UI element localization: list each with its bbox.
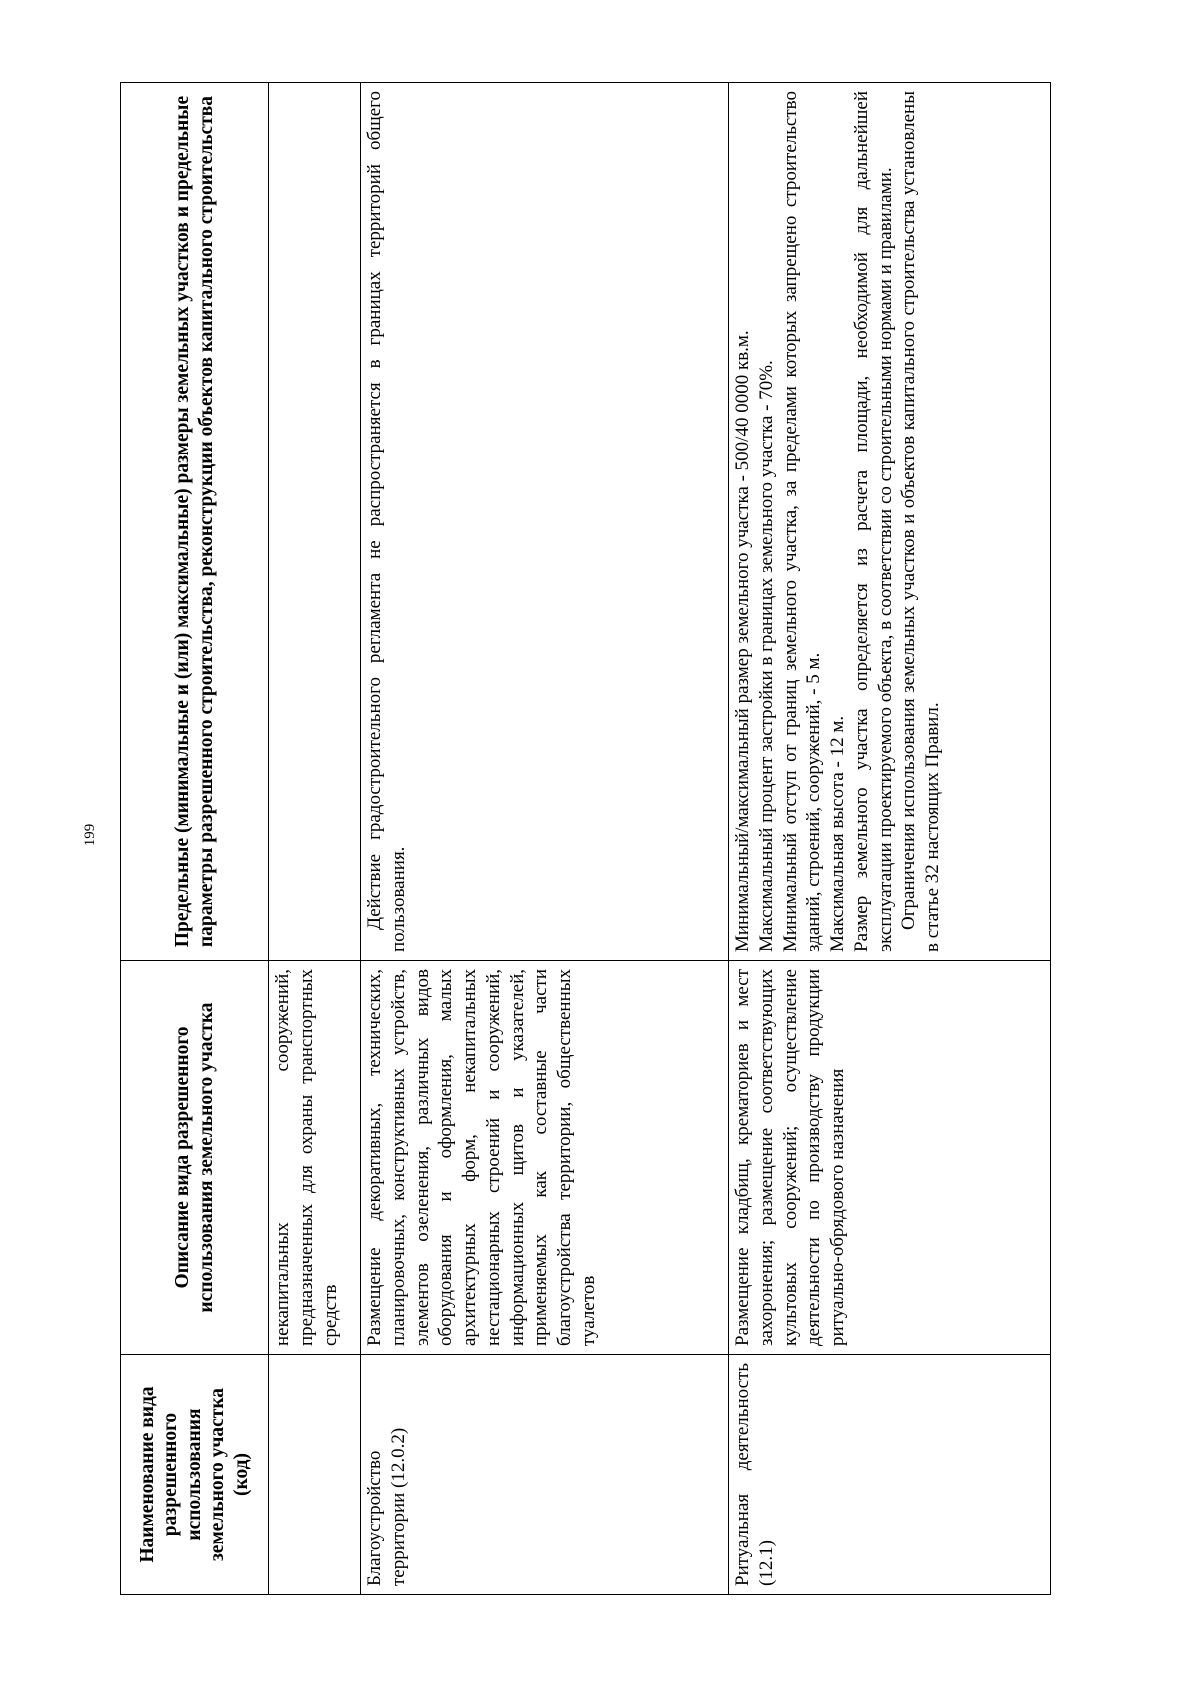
row-description: Размещение декоративных, технических, планировочных, конструктивных устройств, элементов озеленения, различных видов оборудования и оформления, малых архитектурных форм, некапитальных нестационарных строений и сооружений, информационных щитов и указателей, применяемых как составные части благоустройства территории, общественных туалетов bbox=[361, 961, 729, 1355]
row-name: Ритуальная деятельность (12.1) bbox=[729, 1355, 1051, 1595]
row-name: Благоустройство территории (12.0.2) bbox=[361, 1355, 729, 1595]
land-use-table bbox=[120, 82, 1051, 1595]
param-text: Минимальный отступ от границ земельного участка, за пределами которых запрещено строительство зданий, строений, сооружений, - 5 м. bbox=[779, 91, 825, 952]
row-description: некапитальных сооружений, предназначенных для охраны транспортных средств bbox=[269, 961, 361, 1355]
row-params bbox=[729, 83, 1051, 961]
table-row bbox=[269, 83, 361, 1595]
table-row bbox=[729, 83, 1051, 1595]
row-description: Размещение кладбищ, крематориев и мест захоронения; размещение соответствующих культовых сооружений; осуществление деятельности по производству продукции ритуально-обрядового назначения bbox=[729, 961, 1051, 1355]
page-number: 199 bbox=[82, 823, 98, 847]
param-text: Максимальная высота - 12 м. bbox=[827, 715, 848, 952]
row-params bbox=[361, 83, 729, 961]
rotated-table-container bbox=[120, 83, 1050, 1595]
row-params bbox=[269, 83, 361, 961]
table-row bbox=[361, 83, 729, 1595]
header-params: Предельные (минимальные и (или) максимальные) размеры земельных участков и предельные параметры разрешенного строительства, реконструкции объектов капитального строительства bbox=[121, 83, 269, 961]
param-text: Действие градостроительного регламента не распространяется в границах территорий общего пользования. bbox=[364, 91, 409, 952]
header-description: Описание вида разрешенного использования земельного участка bbox=[121, 961, 269, 1355]
param-text: Минимальный/максимальный размер земельного участка - 500/40 0000 кв.м. bbox=[732, 330, 753, 952]
header-name: Наименование вида разрешенного использования земельного участка (код) bbox=[121, 1355, 269, 1595]
param-text: Размер земельного участка определяется из расчета площади, необходимой для дальнейшей эксплуатации проектируемого объекта, в соответствии со строительными нормами и правилами. bbox=[850, 91, 896, 952]
param-text: Ограничения использования земельных участков и объектов капитального строительства установлены в статье 32 настоящих Правил. bbox=[898, 91, 943, 952]
param-text: Максимальный процент застройки в границах земельного участка - 70%. bbox=[755, 360, 777, 952]
table-header-row bbox=[121, 83, 269, 1595]
row-name bbox=[269, 1355, 361, 1595]
